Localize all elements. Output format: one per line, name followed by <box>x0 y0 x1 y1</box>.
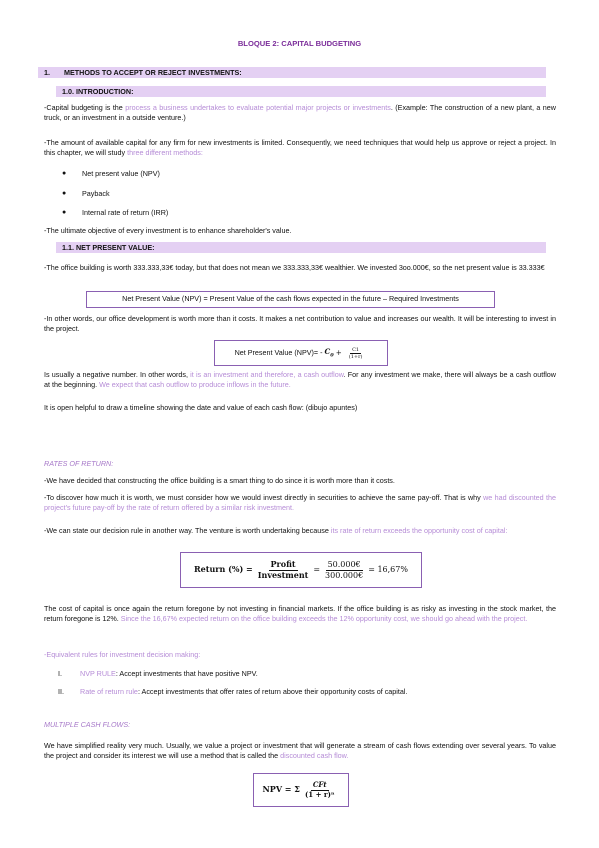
rule-2 <box>80 687 407 697</box>
mcf-paragraph-1 <box>44 741 556 762</box>
ror-paragraph-1: -We have decided that constructing the office building is a smart thing to do since it is worth more than it costs. <box>44 476 395 485</box>
return-formula-num-1: Profit <box>270 558 296 569</box>
bullet-dot-2: ● <box>62 190 67 197</box>
npv-p3-highlight-2: We expect that cash outflow to produce inflows in the future. <box>99 380 291 390</box>
bullet-irr: Internal rate of return (IRR) <box>82 208 169 217</box>
ror-p2-text: -To discover how much it is worth, we must consider how we would invest directly in securities to achieve the same pay-off. That is why <box>44 493 484 502</box>
mcf-p1-highlight: discounted cash flow. <box>280 751 349 761</box>
ror-p4-highlight: Since the 16,67% expected return on the office building exceeds the 12% opportunity cost, we should go ahead with the project. <box>120 614 528 624</box>
return-formula-num-2: 50.000€ <box>327 559 361 569</box>
ror-paragraph-4 <box>44 604 556 625</box>
intro-p1-text-end: . (Example: The construction of a new plant, a new truck, or an investment in a outside venture.) <box>44 103 556 123</box>
return-formula-box <box>180 552 422 588</box>
bullet-npv: Net present value (NPV) <box>82 169 160 178</box>
npv-p3-text-2: . For any investment we make, there will always be a cash outflow at the beginning. <box>44 370 556 390</box>
npv-paragraph-2: -In other words, our office development is worth more than it costs. It makes a net contribution to value and increases our wealth. It will be interesting to invest in the project. <box>44 314 556 334</box>
return-formula-den-2: 300.000€ <box>325 570 364 580</box>
intro-p2-highlight: three different methods: <box>127 148 203 158</box>
multiple-cash-flows-heading: MULTIPLE CASH FLOWS: <box>44 720 131 729</box>
intro-p2-text: -The amount of available capital for any firm for new investments is limited. Consequently, we need techniques that would help us approve or reject a project. In this chapter, we will study <box>44 138 556 158</box>
rates-of-return-heading: RATES OF RETURN: <box>44 459 114 468</box>
ror-p3-highlight: its rate of return exceeds the opportunity cost of capital: <box>330 526 508 535</box>
bullet-dot-3: ● <box>62 209 67 216</box>
dcf-formula-box <box>253 773 349 807</box>
ror-p2-highlight: we had discounted the project's future pay-off by the rate of return offered by a similar risk investment. <box>44 493 557 513</box>
mcf-p1-text: We have simplified reality very much. Usually, we value a project or investment that will generate a stream of cash flows extending over several years. To value the project and consider its interest we will use a method that is called the <box>44 741 556 761</box>
npv-p3-text: Is usually a negative number. In other words, <box>44 370 191 379</box>
npv-p3-highlight: it is an investment and therefore, a cash outflow <box>190 370 344 379</box>
return-formula-result: = 16,67% <box>368 565 408 575</box>
dcf-formula-lhs: NPV = Σ <box>262 784 300 795</box>
ror-p3-text: -We can state our decision rule in another way. The venture is worth undertaking because <box>44 526 331 535</box>
npv-formula-plus: + <box>335 347 342 357</box>
bullet-dot-1: ● <box>62 170 67 177</box>
ror-paragraph-5: -Equivalent rules for investment decision making: <box>44 650 201 659</box>
rule-1 <box>80 669 258 679</box>
npv-formula-label: Net Present Value (NPV)= - <box>234 347 323 357</box>
subsection-1-1-heading: 1.1. NET PRESENT VALUE: <box>62 243 155 252</box>
intro-paragraph-2 <box>44 138 556 159</box>
intro-paragraph-1 <box>44 103 556 124</box>
return-formula-den-1: Investment <box>257 569 309 580</box>
npv-definition-box: Net Present Value (NPV) = Present Value of the cash flows expected in the future – Required Investments <box>86 291 495 308</box>
return-formula-fraction-2 <box>323 560 365 580</box>
return-formula-lhs: Return (%) = <box>194 564 253 575</box>
return-formula-fraction-1 <box>256 560 311 580</box>
npv-paragraph-4: It is open helpful to draw a timeline showing the date and value of each cash flow: (dibujo apuntes) <box>44 403 358 412</box>
rule-2-number: II. <box>58 687 64 696</box>
rule-2-label: Rate of return rule <box>80 687 138 696</box>
npv-formula-c0 <box>325 347 334 360</box>
npv-formula-fraction <box>347 347 365 360</box>
rule-1-number: I. <box>58 669 62 678</box>
npv-formula-box <box>214 340 388 366</box>
intro-p1-highlight: process a business undertakes to evaluate potential major projects or investments <box>125 103 391 112</box>
npv-paragraph-3 <box>44 370 556 391</box>
dcf-formula-numerator: CFt <box>312 780 327 790</box>
document-title: BLOQUE 2: CAPITAL BUDGETING <box>237 39 362 48</box>
npv-formula-c0-letter: C <box>324 346 331 356</box>
dcf-formula-fraction <box>303 781 337 799</box>
intro-p1-text: -Capital budgeting is the <box>44 103 126 112</box>
dcf-formula-denominator: (1 + r)ⁿ <box>304 789 335 799</box>
intro-paragraph-3: -The ultimate objective of every investment is to enhance shareholder's value. <box>44 226 292 235</box>
rule-2-text: : Accept investments that offer rates of return above their opportunity costs of capital. <box>137 687 408 696</box>
ror-p4-text: The cost of capital is once again the return foregone by not investing in financial markets. If the office building is as risky as investing in the stock market, the return foregone is 12%. <box>44 604 556 624</box>
return-formula-equals: = <box>313 565 321 575</box>
section-1-heading: METHODS TO ACCEPT OR REJECT INVESTMENTS: <box>64 68 242 77</box>
npv-formula-numerator: C1 <box>352 346 360 353</box>
section-1-number: 1. <box>44 68 50 77</box>
ror-paragraph-2 <box>44 493 556 514</box>
npv-formula-c0-sub: 0 <box>330 352 334 359</box>
npv-formula-denominator: (1+r) <box>348 353 363 360</box>
rule-1-label: NVP RULE <box>80 669 116 678</box>
subsection-1-0-heading: 1.0. INTRODUCTION: <box>62 87 134 96</box>
bullet-payback: Payback <box>82 189 110 198</box>
rule-1-text: : Accept investments that have positive NPV. <box>115 669 258 678</box>
npv-paragraph-1: -The office building is worth 333.333,33€ today, but that does not mean we 333.333,33€ wealthier. We invested 3oo.000€, so the net present value is 33.333€ <box>44 263 545 272</box>
ror-paragraph-3 <box>44 526 556 536</box>
